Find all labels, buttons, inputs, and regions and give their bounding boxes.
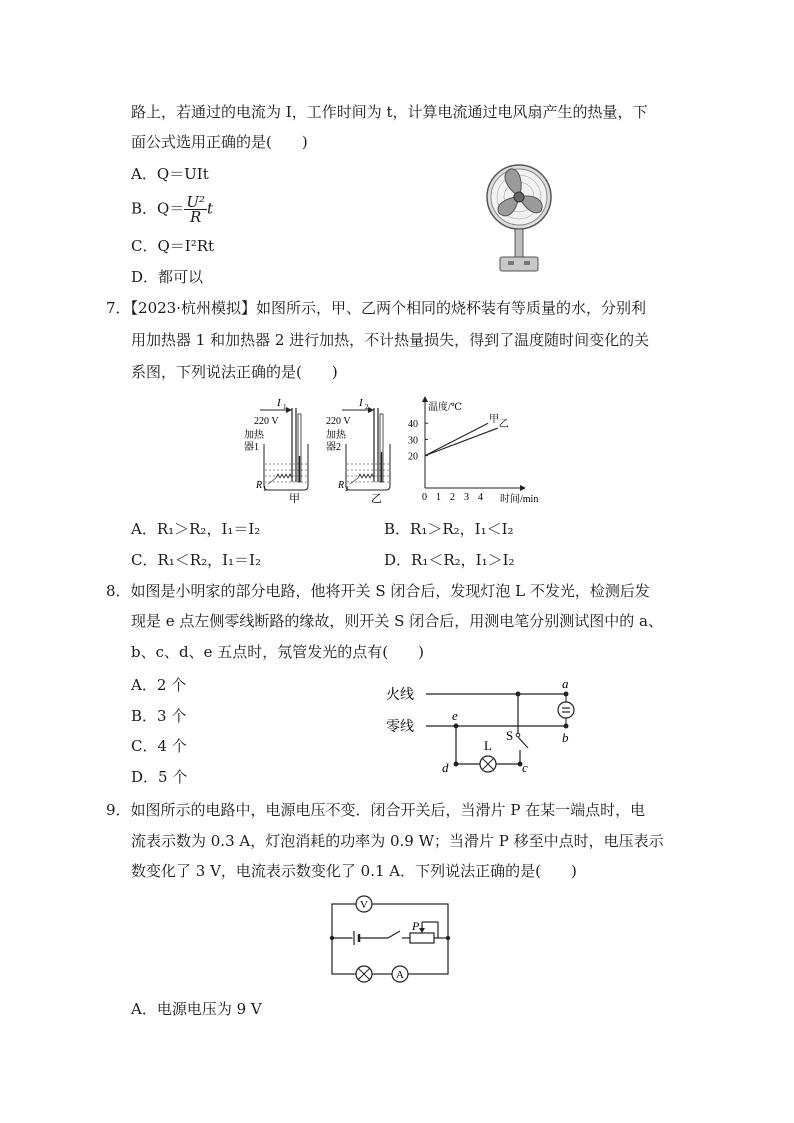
q8-option-a: A．2 个	[131, 676, 187, 694]
point-a-label: a	[562, 676, 569, 691]
series-line-yi	[425, 428, 498, 456]
q8-line3: b、c、d、e 五点时，氖管发光的点有( )	[131, 643, 424, 661]
series-label-jia: 甲	[489, 414, 499, 426]
voltage-label-2: 220 V	[326, 416, 351, 427]
q8-circuit	[380, 676, 590, 778]
y-tick-label: 40	[408, 419, 418, 431]
heater1-label-a: 加热	[244, 430, 264, 441]
q6-option-b-suffix: t	[206, 199, 214, 218]
q9-option-a: A．电源电压为 9 V	[131, 1000, 262, 1018]
q6-option-a: A．Q＝UIt	[131, 165, 209, 183]
q7-option-a: A．R₁＞R₂，I₁＝I₂	[131, 520, 261, 538]
slider-p-label: P	[412, 919, 420, 933]
current-i2-sub: 2	[365, 403, 369, 411]
series-label-yi: 乙	[498, 419, 509, 431]
chart-y-label: 温度/℃	[428, 402, 462, 413]
switch-s	[518, 737, 528, 748]
x-tick-label: 1	[436, 492, 441, 503]
q7-option-d: D．R₁＜R₂，I₁＞I₂	[384, 551, 515, 569]
beaker-jia	[244, 397, 308, 505]
q7-option-b: B．R₁＞R₂，I₁＜I₂	[384, 520, 514, 538]
q9-line1: 9．如图所示的电路中，电源电压不变．闭合开关后，当滑片 P 在某一端点时，电	[106, 801, 646, 819]
y-tick-label: 20	[408, 451, 418, 463]
y-tick-label: 30	[408, 435, 418, 447]
q7-line1: 7．【2023·杭州模拟】如图所示，甲、乙两个相同的烧杯装有等质量的水，分别利	[106, 299, 646, 317]
q7-option-c: C．R₁＜R₂，I₁＝I₂	[131, 551, 261, 569]
q6-option-d: D．都可以	[131, 268, 204, 286]
current-i2-label: I	[359, 397, 363, 409]
voltage-label-1: 220 V	[254, 416, 279, 427]
series-line-jia	[425, 423, 488, 455]
rheostat	[410, 933, 434, 943]
x-tick-label: 4	[478, 492, 483, 503]
heater2-label-a: 加热	[326, 430, 346, 441]
heater1-label-b: 器1	[244, 442, 259, 453]
x-axis-arrow	[520, 485, 526, 491]
x-tick-label: 2	[450, 492, 455, 503]
point-c-label: c	[522, 760, 528, 775]
q6-option-b-numerator: U²	[186, 193, 205, 211]
q9-line3: 数变化了 3 V，电流表示数变化了 0.1 A．下列说法正确的是( )	[131, 862, 577, 880]
heater2-label-b: 器2	[326, 442, 341, 453]
q8-option-c: C．4 个	[131, 737, 187, 755]
beaker-yi-label: 乙	[371, 493, 382, 505]
voltmeter-label: V	[360, 899, 368, 911]
point-b-label: b	[562, 730, 569, 745]
q9-switch	[388, 931, 400, 938]
neutral-wire-label: 零线	[386, 720, 414, 735]
q6-option-b-prefix: B．Q＝	[131, 199, 185, 218]
lamp-l-label: L	[484, 738, 492, 753]
point-d-label: d	[442, 760, 449, 775]
x-tick-label: 0	[422, 492, 427, 503]
ammeter-label: A	[396, 969, 404, 981]
x-tick-label: 3	[464, 492, 469, 503]
q7-figure	[244, 394, 542, 505]
resistor-r1-sub: 1	[263, 485, 267, 493]
q7-line2: 用加热器 1 和加热器 2 进行加热，不计热量损失，得到了温度随时间变化的关	[131, 331, 650, 349]
resistor-r2-sub: 2	[345, 485, 349, 493]
current-i1-sub: 1	[283, 403, 287, 411]
q8-option-b: B．3 个	[131, 707, 187, 725]
q6-option-b-fraction	[184, 195, 207, 224]
electric-fan-image	[486, 157, 552, 275]
resistor-r2-label: R	[338, 480, 345, 491]
socket-icon	[558, 702, 574, 718]
current-i1-label: I	[277, 397, 281, 409]
chart-x-label: 时间/min	[500, 494, 539, 505]
q6-option-b-denominator: R	[190, 208, 202, 226]
q6-option-b	[131, 195, 213, 224]
switch-s-label: S	[506, 728, 514, 743]
q7-line3-holder: 系图，下列说法正确的是( )	[131, 363, 338, 381]
q6-option-c: C．Q＝I²Rt	[131, 237, 215, 255]
temperature-chart	[408, 396, 538, 505]
q9-circuit	[328, 894, 454, 981]
q8-option-d: D．5 个	[131, 768, 188, 786]
beaker-jia-label: 甲	[289, 493, 300, 505]
q8-line2: 现是 e 点左侧零线断路的缘故，则开关 S 闭合后，用测电笔分别测试图中的 a、	[131, 612, 663, 630]
live-wire-label: 火线	[386, 688, 414, 703]
q6-line1: 路上，若通过的电流为 I，工作时间为 t，计算电流通过电风扇产生的热量，下	[131, 103, 648, 121]
q6-line2: 面公式选用正确的是( )	[131, 133, 308, 151]
q9-line2: 流表示数为 0.3 A，灯泡消耗的功率为 0.9 W；当滑片 P 移至中点时，电压表示	[131, 832, 664, 850]
q8-line1: 8．如图是小明家的部分电路，他将开关 S 闭合后，发现灯泡 L 不发光，检测后发	[106, 582, 650, 600]
resistor-r1-label: R	[256, 480, 263, 491]
beaker-yi	[326, 397, 390, 505]
slider-arrow	[419, 928, 425, 933]
point-e-label: e	[452, 708, 458, 723]
